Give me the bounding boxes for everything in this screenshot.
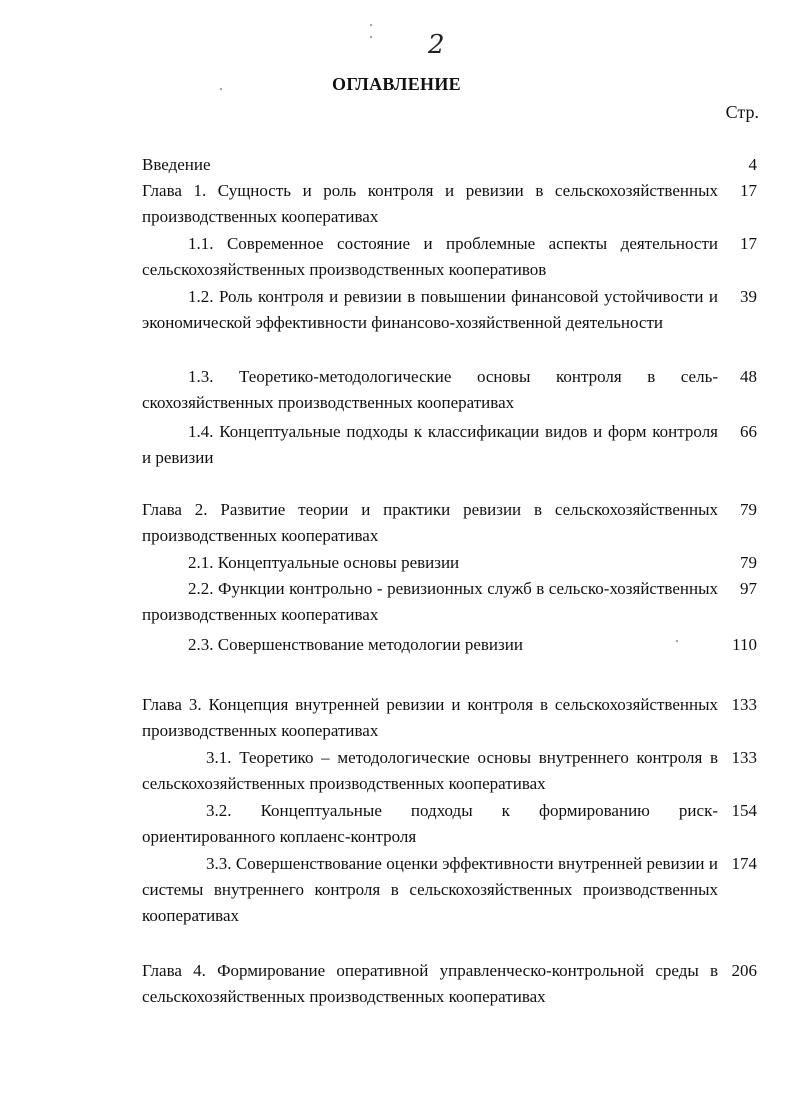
toc-entry-text: 1.3. Теоретико-методологические основы контроля в сель-скохозяйственных производственных кооперативах — [142, 367, 718, 412]
toc-entry-page: 48 — [740, 367, 757, 386]
handwritten-page-number: 2 — [428, 30, 445, 60]
scan-speck — [370, 24, 372, 26]
toc-entry — [142, 550, 718, 576]
toc-entry — [142, 178, 718, 230]
toc-entry-text: 3.1. Теоретико – методологические основы внутреннего контроля в сельскохозяйственных производственных кооперативах — [142, 748, 718, 793]
toc-entry — [142, 497, 718, 549]
toc-entry — [142, 231, 718, 283]
toc-entry-text: 2.2. Функции контрольно - ревизионных служб в сельско-хозяйственных производственных кооперативах — [142, 579, 718, 624]
toc-entry-page: 133 — [731, 748, 757, 767]
toc-entry — [142, 284, 718, 336]
page-title: ОГЛАВЛЕНИЕ — [332, 74, 461, 94]
toc-entry — [142, 798, 718, 850]
toc-entry — [142, 692, 718, 744]
toc-entry — [142, 851, 718, 929]
toc-entry-page: 97 — [740, 579, 757, 598]
toc-entry-text: Глава 3. Концепция внутренней ревизии и контроля в сельскохозяйственных производственных кооперативах — [142, 695, 718, 740]
toc-entry-text: Глава 4. Формирование оперативной управленческо-контрольной среды в сельскохозяйственных производственных кооперативах — [142, 961, 718, 1006]
toc-entry-text: 3.2. Концептуальные подходы к формированию риск-ориентированного коплаенс-контроля — [142, 801, 718, 846]
scan-speck — [676, 640, 678, 642]
toc-entry — [142, 364, 718, 416]
toc-entry-text: Глава 1. Сущность и роль контроля и ревизии в сельскохозяйственных производственных кооперативах — [142, 181, 718, 226]
scan-speck — [370, 36, 372, 38]
toc-entry-page: 79 — [740, 553, 757, 572]
toc-entry — [142, 632, 718, 658]
toc-entry-page: 133 — [731, 695, 757, 714]
toc-entry-text: 2.3. Совершенствование методологии ревизии — [188, 635, 523, 654]
toc-entry-text: 2.1. Концептуальные основы ревизии — [188, 553, 460, 572]
toc-entry-text: Введение — [142, 155, 211, 174]
toc-entry — [142, 958, 718, 1010]
toc-entry-page: 4 — [748, 155, 757, 174]
toc-entry-text: 1.2. Роль контроля и ревизии в повышении финансовой устойчивости и экономической эффективности финансово-хозяйственной деятельности — [142, 287, 718, 332]
toc-entry-text: 1.1. Современное состояние и проблемные аспекты деятельности сельскохозяйственных производственных кооперативов — [142, 234, 718, 279]
toc-entry — [142, 576, 718, 628]
toc-entry-text: 3.3. Совершенствование оценки эффективности внутренней ревизии и системы внутреннего контроля в сельскохозяйственных производственных кооперативах — [142, 854, 718, 925]
toc-entry — [142, 745, 718, 797]
toc-entry-page: 39 — [740, 287, 757, 306]
toc-entry-page: 17 — [740, 234, 757, 253]
toc-entry-page: 206 — [731, 961, 757, 980]
toc-entry-page: 110 — [732, 635, 757, 654]
scan-speck — [220, 88, 222, 90]
toc-entry-page: 154 — [731, 801, 757, 820]
toc-entry-page: 17 — [740, 181, 757, 200]
toc-entry-page: 174 — [731, 854, 757, 873]
toc-entry — [142, 419, 718, 471]
toc-entry-page: 79 — [740, 500, 757, 519]
toc-entry-page: 66 — [740, 422, 757, 441]
page-column-label: Стр. — [725, 102, 759, 122]
toc-entry-text: Глава 2. Развитие теории и практики ревизии в сельскохозяйственных производственных кооперативах — [142, 500, 718, 545]
toc-entry-text: 1.4. Концептуальные подходы к классификации видов и форм контроля и ревизии — [142, 422, 718, 467]
toc-entry — [142, 152, 718, 178]
